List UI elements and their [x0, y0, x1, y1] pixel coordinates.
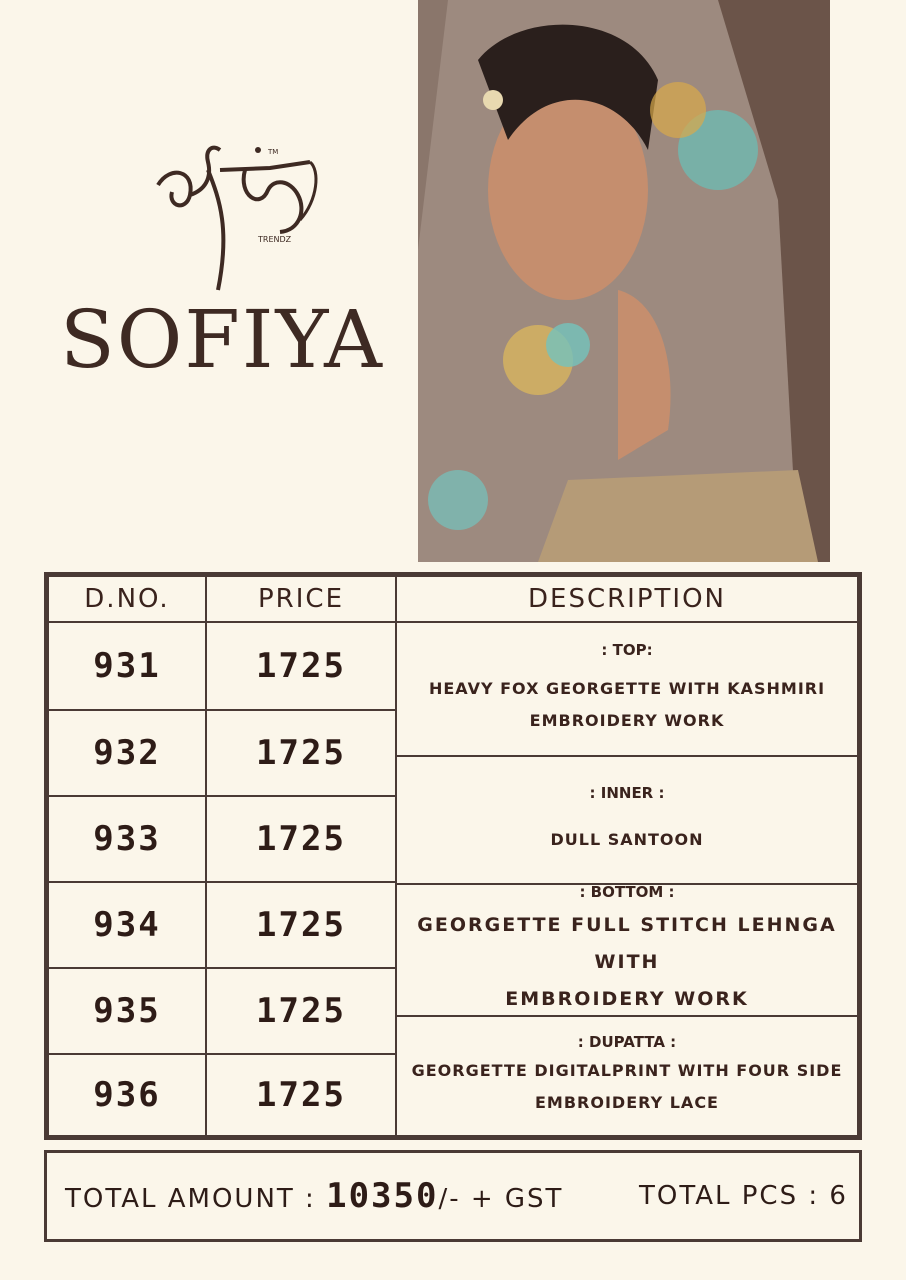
header-dno: D.NO.: [47, 575, 207, 623]
description-bottom: [395, 883, 859, 1017]
description-top-line1: HEAVY FOX GEORGETTE WITH KASHMIRI: [428, 679, 826, 698]
price-932: 1725: [205, 709, 397, 797]
description-dupatta-label: : DUPATTA :: [577, 1033, 677, 1051]
description-inner-label: : INNER :: [589, 784, 665, 802]
dno-935: 935: [47, 967, 207, 1055]
price-933: 1725: [205, 795, 397, 883]
price-936: 1725: [205, 1053, 397, 1137]
description-dupatta-line1: GEORGETTE DIGITALPRINT WITH FOUR SIDE: [411, 1061, 843, 1080]
dno-933: 933: [47, 795, 207, 883]
description-bottom-line2: EMBROIDERY WORK: [505, 987, 749, 1010]
price-931: 1725: [205, 621, 397, 711]
total-amount: [65, 1176, 563, 1216]
description-dupatta: [395, 1015, 859, 1137]
description-bottom-line1: GEORGETTE FULL STITCH LEHNGA WITH: [417, 913, 837, 973]
price-table: [44, 572, 862, 1140]
total-pcs: [639, 1181, 848, 1211]
description-inner-line1: DULL SANTOON: [550, 830, 704, 849]
model-photo: [418, 0, 830, 562]
collection-title: SOFIYA: [60, 293, 384, 386]
totals-box: [44, 1150, 862, 1242]
price-935: 1725: [205, 967, 397, 1055]
total-pcs-label: TOTAL PCS :: [639, 1181, 820, 1211]
description-top-label: : TOP:: [601, 641, 653, 659]
dno-931: 931: [47, 621, 207, 711]
brand-logo: [150, 140, 325, 300]
header-description: DESCRIPTION: [395, 575, 859, 623]
description-inner: [395, 755, 859, 885]
dno-936: 936: [47, 1053, 207, 1137]
dno-934: 934: [47, 881, 207, 969]
total-amount-suffix: /- + GST: [438, 1184, 564, 1214]
description-bottom-label: : BOTTOM :: [579, 882, 675, 901]
total-amount-label: TOTAL AMOUNT :: [65, 1184, 316, 1214]
logo-tm-mark: TM: [268, 148, 279, 156]
description-top-line2: EMBROIDERY WORK: [529, 711, 725, 730]
total-amount-value: 10350: [326, 1176, 439, 1216]
logo-subtitle: TRENDZ: [258, 235, 292, 244]
dno-932: 932: [47, 709, 207, 797]
total-pcs-value: 6: [829, 1181, 848, 1211]
description-top: [395, 621, 859, 757]
price-934: 1725: [205, 881, 397, 969]
header-price: PRICE: [205, 575, 397, 623]
description-dupatta-line2: EMBROIDERY LACE: [535, 1093, 719, 1112]
